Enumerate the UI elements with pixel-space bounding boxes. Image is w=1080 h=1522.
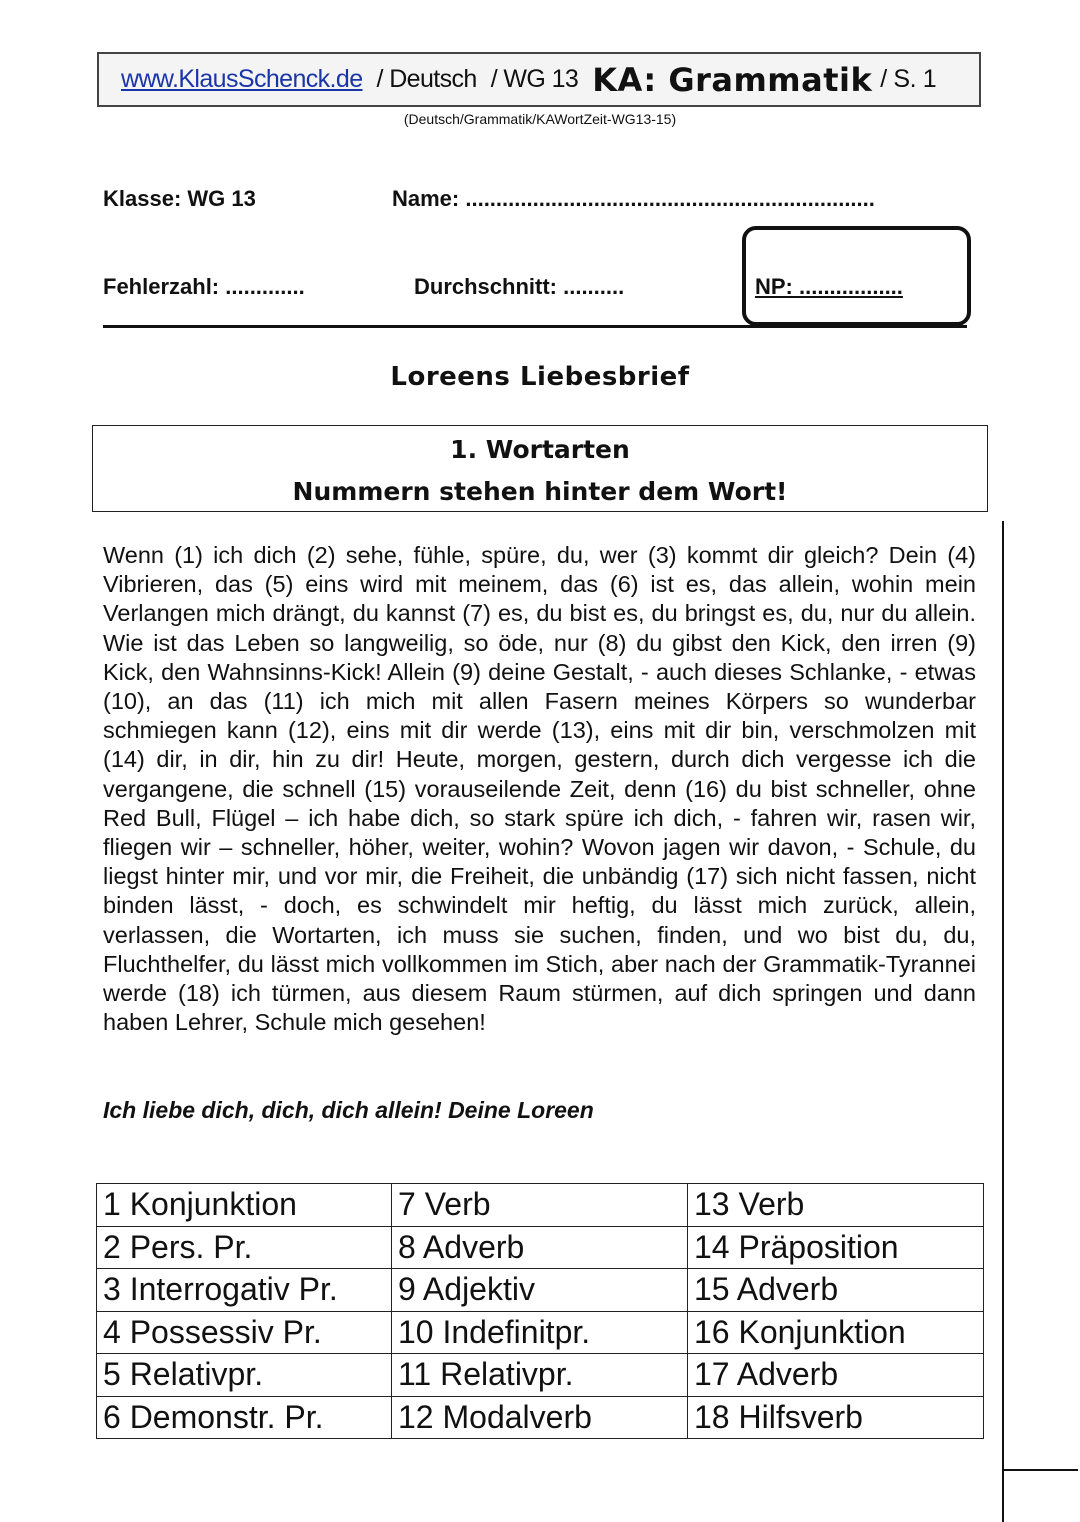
- answer-cell: 4 Possessiv Pr.: [97, 1311, 392, 1354]
- website-link[interactable]: www.KlausSchenck.de: [121, 65, 363, 93]
- header-exam-title: KA: Grammatik: [592, 60, 873, 99]
- answer-cell: 11 Relativpr.: [392, 1354, 688, 1397]
- answer-cell: 2 Pers. Pr.: [97, 1226, 392, 1269]
- table-row: [97, 1311, 984, 1354]
- fehlerzahl-field: Fehlerzahl: .............: [103, 274, 305, 299]
- answer-cell: 18 Hilfsverb: [688, 1396, 984, 1439]
- answer-cell: 13 Verb: [688, 1184, 984, 1227]
- header-class-code: / WG 13: [490, 65, 579, 93]
- answer-cell: 14 Präposition: [688, 1226, 984, 1269]
- answer-table: [96, 1183, 984, 1439]
- table-row: [97, 1354, 984, 1397]
- header-page-number: / S. 1: [880, 65, 937, 93]
- answer-cell: 8 Adverb: [392, 1226, 688, 1269]
- task-heading: 1. Wortarten: [450, 435, 630, 464]
- answer-cell: 17 Adverb: [688, 1354, 984, 1397]
- answer-cell: 6 Demonstr. Pr.: [97, 1396, 392, 1439]
- margin-tick: [1002, 1469, 1078, 1471]
- margin-rule: [1002, 521, 1004, 1522]
- table-row: [97, 1269, 984, 1312]
- header-divider: [103, 325, 967, 328]
- header-subject: / Deutsch: [376, 65, 477, 93]
- np-field: NP: .................: [755, 274, 903, 299]
- klasse-field: Klasse: WG 13: [103, 186, 256, 211]
- task-box: [92, 425, 988, 512]
- name-field: Name: ...................................................................: [392, 186, 875, 211]
- answer-cell: 3 Interrogativ Pr.: [97, 1269, 392, 1312]
- answer-cell: 1 Konjunktion: [97, 1184, 392, 1227]
- letter-signoff: Ich liebe dich, dich, dich allein! Deine Loreen: [103, 1097, 594, 1123]
- file-path: (Deutsch/Grammatik/KAWortZeit-WG13-15): [403, 111, 677, 127]
- letter-body: Wenn (1) ich dich (2) sehe, fühle, spüre, du, wer (3) kommt dir gleich? Dein (4) Vibrieren, das (5) eins wird mit meinem, das (6) ist es, das allein, wohin mein Verlangen mich drängt, du kannst (7) es, du bist es, du bringst es, du, nur du allein. Wie ist das Leben so langweilig, so öde, nur (8) du gibst den Kick, den irren (9) Kick, den Wahnsinns-Kick! Allein (9) deine Gestalt, - auch dieses Schlanke, - etwas (10), an das (11) ich mich mit allen Fasern meines Körpers so wunderbar schmiegen kann (12), eins mit dir werde (13), eins mit dir bin, verschmolzen mit (14) dir, in dir, hin zu dir! Heute, morgen, gestern, durch dich vergesse ich die vergangene, die schnell (15) vorauseilende Zeit, denn (16) du bist schneller, ohne Red Bull, Flügel – ich habe dich, so stark spüre ich dich, - fahren wir, rasen wir, fliegen wir – schneller, höher, weiter, wohin? Wovon jagen wir davon, - Schule, du liegst hinter mir, und vor mir, die Freiheit, die unbändig (17) sich nicht fassen, nicht binden lässt, - doch, es schwindelt mir heftig, du lässt mich zurück, allein, verlassen, die Wortarten, ich muss sie suchen, finden, und wo bist du, du, Fluchthelfer, du lässt mich vollkommen im Stich, aber nach der Grammatik-Tyrannei werde (18) ich türmen, aus diesem Raum stürmen, auf dich springen und dann haben Lehrer, Schule mich gesehen!: [103, 542, 976, 1036]
- answer-cell: 7 Verb: [392, 1184, 688, 1227]
- answer-cell: 9 Adjektiv: [392, 1269, 688, 1312]
- answer-cell: 10 Indefinitpr.: [392, 1311, 688, 1354]
- answer-cell: 5 Relativpr.: [97, 1354, 392, 1397]
- task-instruction: Nummern stehen hinter dem Wort!: [292, 477, 788, 506]
- table-row: [97, 1396, 984, 1439]
- header-box: [97, 52, 981, 107]
- answer-cell: 12 Modalverb: [392, 1396, 688, 1439]
- table-row: [97, 1226, 984, 1269]
- durchschnitt-field: Durchschnitt: ..........: [414, 274, 625, 299]
- document-title: Loreens Liebesbrief: [390, 362, 690, 392]
- answer-cell: 16 Konjunktion: [688, 1311, 984, 1354]
- table-row: [97, 1184, 984, 1227]
- answer-cell: 15 Adverb: [688, 1269, 984, 1312]
